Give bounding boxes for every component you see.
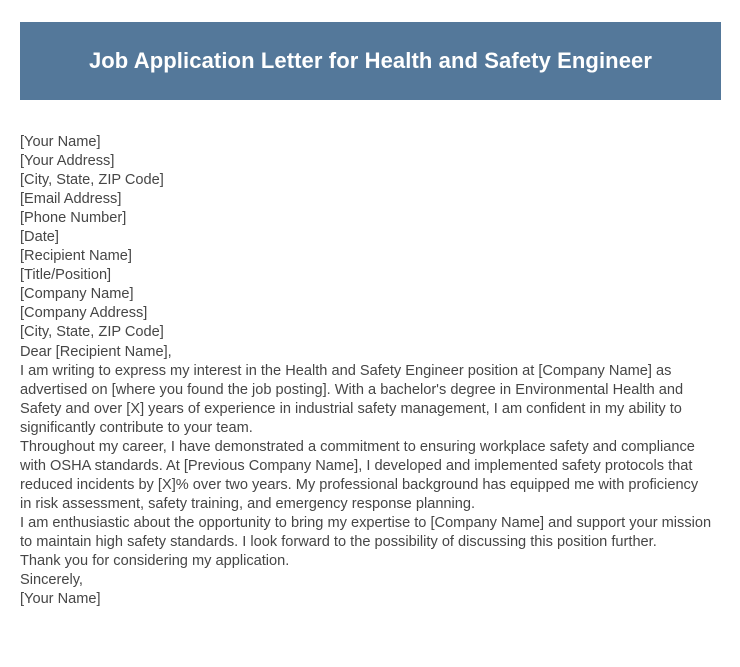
salutation: Dear [Recipient Name], [20,343,172,360]
body-paragraph-1: I am writing to express my interest in the Health and Safety Engineer position at [Company Name] as advertised on [where you found the job posting]. With a bachelor's degree in Environmental Health and Safety and over [X] years of experience in industrial safety management, I am confident in my ability to significantly contribute to your team. [20,362,684,436]
sender-line: [Your Name] [20,134,101,150]
recipient-line: [Company Address] [20,305,148,322]
signature-name: [Your Name] [20,591,101,608]
page-title: Job Application Letter for Health and Safety Engineer [88,47,653,73]
sender-line: [Date] [20,229,59,246]
recipient-line: [Company Name] [20,286,134,303]
body-paragraph-4: Thank you for considering my application. [20,553,290,570]
letter-body [20,133,713,609]
body-paragraph-2: Throughout my career, I have demonstrated a commitment to ensuring workplace safety and compliance with OSHA standards. At [Previous Company Name], I developed and implemented safety protocols that reduced incidents by [X]% over two years. My professional background has equipped me with proficiency in risk assessment, safety training, and emergency response planning. [20,438,699,512]
sender-line: [Email Address] [20,191,122,208]
letter-header-banner [20,22,721,100]
sender-line: [Your Address] [20,153,115,170]
recipient-line: [Recipient Name] [20,248,132,265]
sender-line: [Phone Number] [20,210,127,227]
recipient-address-block [20,247,713,342]
closing-salutation: Sincerely, [20,572,83,589]
body-paragraph-3: I am enthusiastic about the opportunity to bring my expertise to [Company Name] and support your mission to maintain high safety standards. I look forward to the possibility of discussing this position further. [20,514,712,550]
recipient-line: [Title/Position] [20,267,112,284]
sender-line: [City, State, ZIP Code] [20,172,164,189]
sender-address-block [20,133,713,247]
recipient-line: [City, State, ZIP Code] [20,324,164,341]
